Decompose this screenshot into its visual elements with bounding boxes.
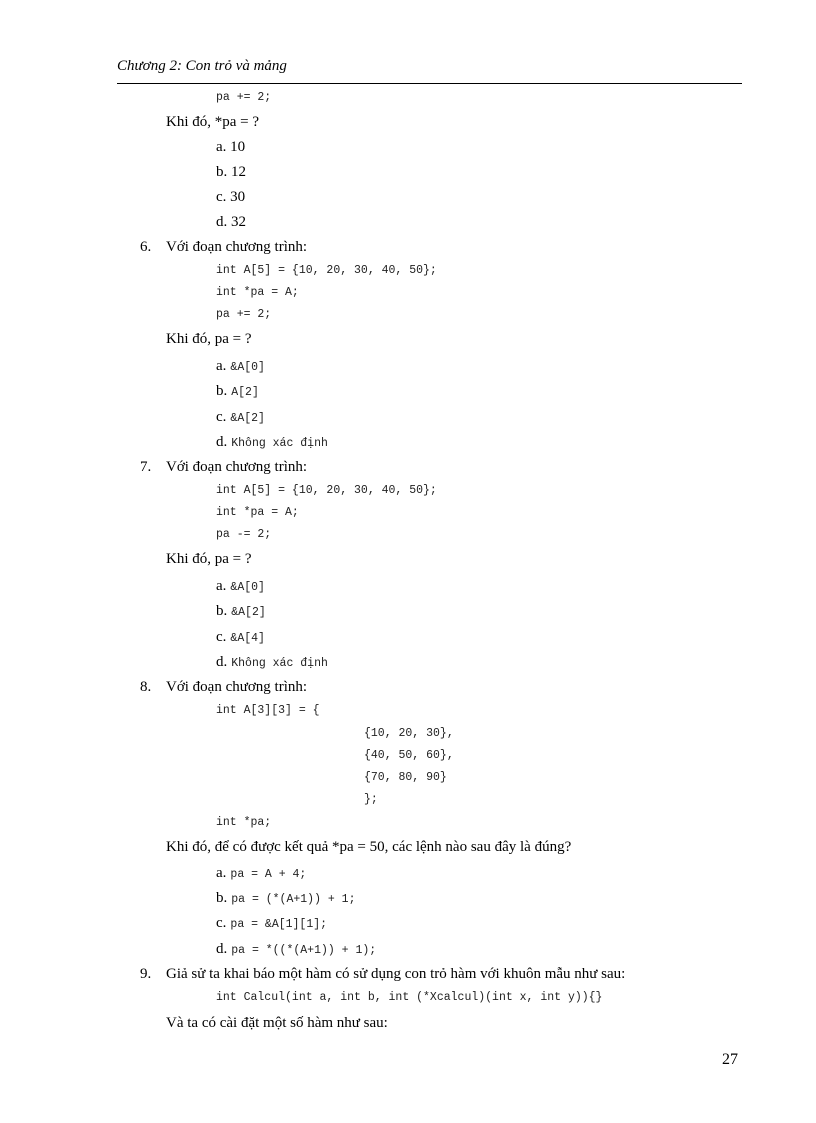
q8-question: Khi đó, để có được kết quả *pa = 50, các lệnh nào sau đây là đúng? bbox=[166, 839, 572, 855]
q8-code-row-2: {40, 50, 60}, bbox=[364, 749, 454, 762]
q7-option-c-letter: c. bbox=[216, 629, 227, 645]
q5-question: Khi đó, *pa = ? bbox=[166, 114, 260, 130]
header-rule bbox=[117, 83, 742, 84]
q6-code-line-3: pa += 2; bbox=[216, 308, 272, 321]
q8-option-b bbox=[216, 888, 355, 910]
q7-option-b-letter: b. bbox=[216, 603, 228, 619]
q7-option-c bbox=[216, 627, 265, 649]
q9-number: 9. bbox=[140, 966, 152, 982]
q6-code-line-1: int A[5] = {10, 20, 30, 40, 50}; bbox=[216, 264, 437, 277]
q8-option-c bbox=[216, 913, 327, 935]
q5-option-b: b. 12 bbox=[216, 164, 246, 180]
q8-option-b-letter: b. bbox=[216, 890, 228, 906]
q8-option-a bbox=[216, 863, 306, 885]
q7-option-d-letter: d. bbox=[216, 654, 228, 670]
q6-option-a bbox=[216, 356, 265, 378]
q8-option-d-letter: d. bbox=[216, 941, 228, 957]
q5-option-c: c. 30 bbox=[216, 189, 246, 205]
q6-option-a-text: &A[0] bbox=[230, 361, 265, 374]
q6-number: 6. bbox=[140, 239, 152, 255]
q6-heading bbox=[140, 237, 307, 257]
q8-heading bbox=[140, 677, 307, 697]
q8-option-a-letter: a. bbox=[216, 865, 227, 881]
q9-followup: Và ta có cài đặt một số hàm như sau: bbox=[166, 1015, 388, 1031]
q6-option-a-letter: a. bbox=[216, 358, 227, 374]
q6-question: Khi đó, pa = ? bbox=[166, 331, 252, 347]
q7-option-d-text: Không xác định bbox=[231, 657, 328, 670]
q8-code-row-3: {70, 80, 90} bbox=[364, 771, 447, 784]
q7-option-a bbox=[216, 576, 265, 598]
q6-code-line-2: int *pa = A; bbox=[216, 286, 299, 299]
q6-option-d bbox=[216, 432, 328, 454]
q6-option-c-letter: c. bbox=[216, 409, 227, 425]
q7-question: Khi đó, pa = ? bbox=[166, 551, 252, 567]
q5-option-a: a. 10 bbox=[216, 139, 246, 155]
q9-intro: Giả sử ta khai báo một hàm có sử dụng con trỏ hàm với khuôn mẫu như sau: bbox=[166, 966, 626, 982]
q7-code-line-3: pa -= 2; bbox=[216, 528, 272, 541]
q8-option-b-text: pa = (*(A+1)) + 1; bbox=[231, 893, 356, 906]
q7-code-line-1: int A[5] = {10, 20, 30, 40, 50}; bbox=[216, 484, 437, 497]
q8-code-row-4: }; bbox=[364, 793, 378, 806]
q8-code-row-1: {10, 20, 30}, bbox=[364, 727, 454, 740]
q7-intro: Với đoạn chương trình: bbox=[166, 459, 308, 475]
q7-option-b-text: &A[2] bbox=[231, 606, 266, 619]
q7-heading bbox=[140, 457, 307, 477]
q7-code-line-2: int *pa = A; bbox=[216, 506, 299, 519]
q8-code-tail: int *pa; bbox=[216, 816, 272, 829]
q7-option-d bbox=[216, 652, 328, 674]
q8-option-a-text: pa = A + 4; bbox=[230, 868, 307, 881]
q8-number: 8. bbox=[140, 679, 152, 695]
q8-intro: Với đoạn chương trình: bbox=[166, 679, 308, 695]
q6-option-b-letter: b. bbox=[216, 383, 228, 399]
q7-number: 7. bbox=[140, 459, 152, 475]
chapter-header: Chương 2: Con trỏ và mảng bbox=[117, 58, 287, 74]
q5-code-line: pa += 2; bbox=[216, 91, 272, 104]
q9-code-line: int Calcul(int a, int b, int (*Xcalcul)(int x, int y)){} bbox=[216, 991, 603, 1004]
q7-option-b bbox=[216, 601, 266, 623]
q6-intro: Với đoạn chương trình: bbox=[166, 239, 308, 255]
q6-option-d-text: Không xác định bbox=[231, 437, 328, 450]
page-number: 27 bbox=[722, 1051, 738, 1068]
q6-option-d-letter: d. bbox=[216, 434, 228, 450]
q7-option-a-text: &A[0] bbox=[230, 581, 265, 594]
q6-option-b-text: A[2] bbox=[231, 386, 259, 399]
q6-option-c bbox=[216, 407, 265, 429]
q8-code-head: int A[3][3] = { bbox=[216, 704, 320, 717]
q5-option-d: d. 32 bbox=[216, 214, 246, 230]
q8-option-d bbox=[216, 939, 376, 961]
q9-heading bbox=[140, 964, 625, 984]
q7-option-c-text: &A[4] bbox=[230, 632, 265, 645]
q8-option-c-text: pa = &A[1][1]; bbox=[230, 918, 328, 931]
q6-option-c-text: &A[2] bbox=[230, 412, 265, 425]
q7-option-a-letter: a. bbox=[216, 578, 227, 594]
q6-option-b bbox=[216, 381, 259, 403]
q8-option-d-text: pa = *((*(A+1)) + 1); bbox=[231, 944, 377, 957]
q8-option-c-letter: c. bbox=[216, 915, 227, 931]
